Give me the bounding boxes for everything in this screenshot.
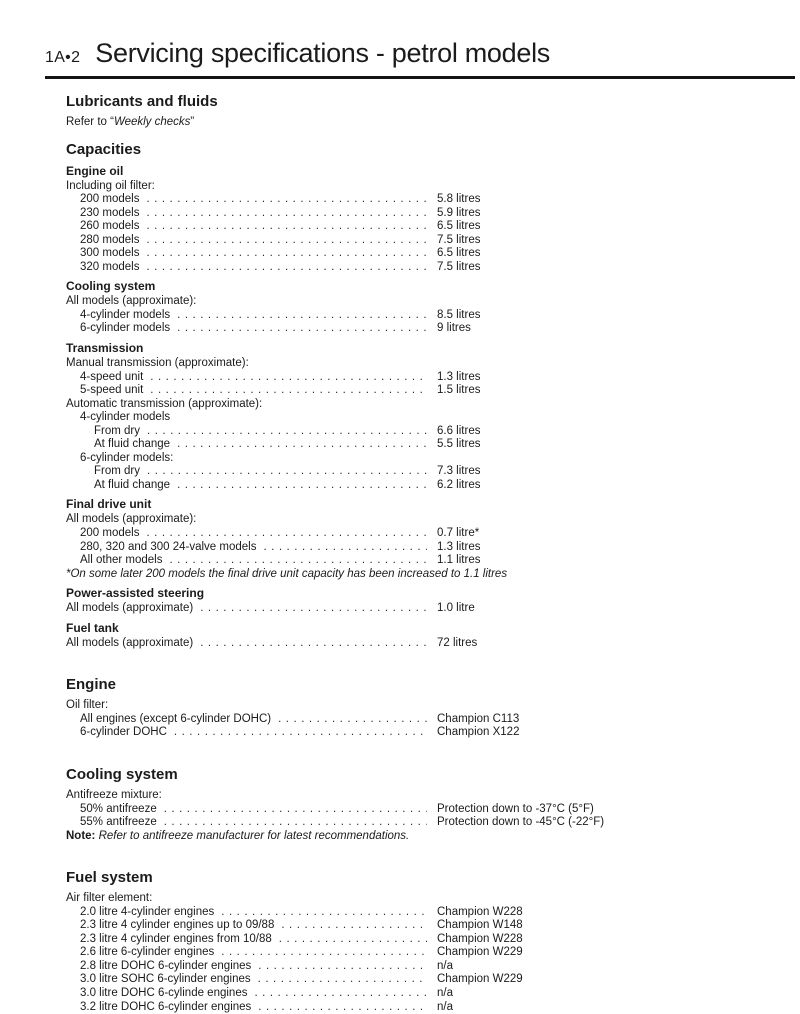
spec-row [94,465,790,479]
spec-label-area [80,384,437,398]
spec-row [80,554,790,568]
spec-value: 72 litres [437,636,478,649]
spec-row [80,803,790,817]
spec-value: Champion W148 [437,919,523,932]
text-run: Refer to “ [66,116,114,128]
spec-label-area [80,309,437,323]
dot-leader [146,234,427,248]
spec-value: 5.8 litres [437,193,481,206]
spec-label: 300 models [80,247,140,260]
spec-value: 7.3 litres [437,465,481,478]
dot-leader [200,602,427,616]
subsection-heading: Power-assisted steering [66,586,205,601]
dot-leader [279,933,427,947]
spec-row [80,1001,790,1014]
spec-row [80,193,790,207]
spec-label-area [80,207,437,221]
dot-leader [146,193,427,207]
spec-label: 3.0 litre DOHC 6-cylinde engines [80,986,248,999]
spec-label: All models (approximate) [66,636,194,649]
spec-label-area [80,973,437,987]
spec-row [80,247,790,261]
text-run: Refer to antifreeze manufacturer for latest recommendations. [95,829,410,842]
spec-value: n/a [437,959,453,972]
spec-value: 0.7 litre* [437,527,480,540]
spec-label: 3.0 litre SOHC 6-cylinder engines [80,973,251,986]
spec-row [80,973,790,987]
spec-row [80,322,790,336]
spec-label: 50% antifreeze [80,802,157,815]
text-run: *On some later 200 models the final drive unit capacity has been increased to 1.1 litres [66,567,508,580]
spec-group-label: Including oil filter: [66,179,155,192]
spec-label-area [80,960,437,974]
spec-label-area [80,220,437,234]
spec-row [80,261,790,275]
spec-label: 2.6 litre 6-cylinder engines [80,946,215,959]
spec-label-area [80,946,437,960]
dot-leader [258,1001,427,1014]
spec-value: 9 litres [437,322,471,335]
spec-row [80,384,790,398]
dot-leader [278,713,427,727]
spec-row [94,438,790,452]
dot-leader [258,960,427,974]
spec-label: 6-cylinder models [80,322,171,335]
spec-label-area [80,1001,437,1014]
spec-row [80,371,790,385]
spec-label-area [80,933,437,947]
dot-leader [146,261,427,275]
spec-label-area [80,234,437,248]
spec-value: 8.5 litres [437,308,481,321]
spec-row [80,987,790,1001]
spec-row [80,816,790,830]
spec-label-area [80,816,437,830]
spec-label: From dry [94,465,140,478]
subsection-heading: Transmission [66,341,144,356]
spec-label-area [94,425,437,439]
dot-leader [221,946,427,960]
subsection-heading: Final drive unit [66,497,152,512]
spec-value: 1.3 litres [437,540,481,553]
spec-label-area [66,637,437,651]
spec-label: 2.3 litre 4 cylinder engines up to 09/88 [80,919,275,932]
spec-label: 2.0 litre 4-cylinder engines [80,905,215,918]
spec-label: All models (approximate) [66,602,194,615]
spec-label: 280 models [80,233,140,246]
dot-leader [200,637,427,651]
spec-value: 1.5 litres [437,384,481,397]
spec-label-area [80,371,437,385]
dot-leader [147,465,427,479]
footnote-line [66,830,790,844]
spec-label: 230 models [80,206,140,219]
text-run: ” [190,116,195,128]
spec-row [80,527,790,541]
spec-row [66,602,790,616]
section-heading: Cooling system [66,765,178,783]
spec-value: 1.1 litres [437,554,481,567]
section-heading: Capacities [66,140,142,158]
spec-row [80,726,790,740]
dot-leader [263,541,427,555]
spec-value: 6.6 litres [437,424,481,437]
dot-leader [258,973,427,987]
spec-label-area [94,465,437,479]
spec-label-area [66,602,437,616]
dot-leader [254,987,427,1001]
dot-leader [221,906,427,920]
spec-label: All other models [80,554,163,567]
spec-row [80,946,790,960]
spec-group-label: All models (approximate): [66,513,197,526]
spec-label: 6-cylinder DOHC [80,726,167,739]
spec-row [80,919,790,933]
spec-value: Champion C113 [437,712,520,725]
spec-label: 3.2 litre DOHC 6-cylinder engines [80,1000,252,1013]
spec-group-label: 4-cylinder models [80,411,171,424]
dot-leader [164,803,427,817]
subsection-heading: Engine oil [66,163,124,178]
spec-value: 1.3 litres [437,370,481,383]
reference-line [66,116,790,130]
spec-value: n/a [437,1000,453,1013]
footnote-line [66,568,790,582]
spec-row [80,960,790,974]
spec-value: 7.5 litres [437,260,481,273]
spec-value: 7.5 litres [437,233,481,246]
spec-label: 4-speed unit [80,370,144,383]
spec-row [80,541,790,555]
spec-row [80,309,790,323]
spec-value: 5.9 litres [437,206,481,219]
dot-leader [146,247,427,261]
spec-label-area [80,527,437,541]
spec-value: Champion W229 [437,973,523,986]
spec-row [80,933,790,947]
spec-group-label: Manual transmission (approximate): [66,357,249,370]
spec-label: 2.3 litre 4 cylinder engines from 10/88 [80,932,272,945]
section-heading: Lubricants and fluids [66,93,218,110]
dot-leader [177,322,427,336]
spec-label-area [94,438,437,452]
spec-label: 200 models [80,193,140,206]
page-title: Servicing specifications - petrol models [95,38,550,68]
spec-label-area [80,247,437,261]
dot-leader [169,554,427,568]
spec-group-label: Oil filter: [66,699,109,712]
spec-row [80,906,790,920]
spec-label: 5-speed unit [80,384,144,397]
dot-leader [164,816,427,830]
spec-label-area [80,322,437,336]
spec-value: 5.5 litres [437,438,481,451]
spec-label-area [80,726,437,740]
dot-leader [147,425,427,439]
spec-row [94,425,790,439]
spec-value: 6.5 litres [437,220,481,233]
document-content [66,92,790,1014]
header-rule [45,76,795,79]
spec-label: 320 models [80,260,140,273]
spec-value: Champion W228 [437,932,523,945]
dot-leader [174,726,427,740]
spec-group-label: Air filter element: [66,892,153,905]
subsection-heading: Fuel tank [66,620,119,635]
spec-label-area [80,261,437,275]
spec-value: n/a [437,986,453,999]
spec-label-area [80,554,437,568]
section-heading: Fuel system [66,869,153,887]
spec-row [80,220,790,234]
spec-row [94,479,790,493]
spec-group-label: Automatic transmission (approximate): [66,397,263,410]
text-run: Weekly checks [113,116,191,128]
text-run: Note: [66,829,96,842]
spec-value: 1.0 litre [437,602,475,615]
spec-group-label: 6-cylinder models: [80,451,174,464]
dot-leader [150,371,427,385]
dot-leader [150,384,427,398]
spec-label: 2.8 litre DOHC 6-cylinder engines [80,959,252,972]
spec-label-area [80,803,437,817]
spec-label: At fluid change [94,478,171,491]
spec-row [80,713,790,727]
spec-label-area [94,479,437,493]
section-heading: Engine [66,676,117,694]
spec-value: Champion X122 [437,726,520,739]
spec-label-area [80,906,437,920]
spec-value: 6.2 litres [437,478,481,491]
dot-leader [177,309,427,323]
dot-leader [146,207,427,221]
spec-label: 55% antifreeze [80,816,157,829]
subsection-heading: Cooling system [66,279,156,294]
dot-leader [146,527,427,541]
spec-group-label: All models (approximate): [66,295,197,308]
spec-label: 200 models [80,527,140,540]
spec-label-area [80,541,437,555]
spec-label-area [80,919,437,933]
header-line [45,38,792,69]
spec-value: 6.5 litres [437,247,481,260]
spec-label: 4-cylinder models [80,308,171,321]
spec-label-area [80,713,437,727]
dot-leader [146,220,427,234]
dot-leader [281,919,427,933]
dot-leader [177,438,427,452]
spec-row [80,234,790,248]
spec-value: Protection down to -37°C (5°F) [437,802,594,815]
spec-label: 280, 320 and 300 24-valve models [80,540,257,553]
spec-value: Champion W229 [437,946,523,959]
spec-label: From dry [94,424,140,437]
spec-label: All engines (except 6-cylinder DOHC) [80,712,272,725]
spec-row [66,637,790,651]
spec-value: Champion W228 [437,905,523,918]
spec-value: Protection down to -45°C (-22°F) [437,816,605,829]
spec-label-area [80,193,437,207]
spec-label: At fluid change [94,438,171,451]
spec-row [80,207,790,221]
page-header [0,0,800,79]
spec-label: 260 models [80,220,140,233]
spec-label-area [80,987,437,1001]
page-number: 1A•2 [45,49,81,66]
spec-group-label: Antifreeze mixture: [66,788,162,801]
dot-leader [177,479,427,493]
